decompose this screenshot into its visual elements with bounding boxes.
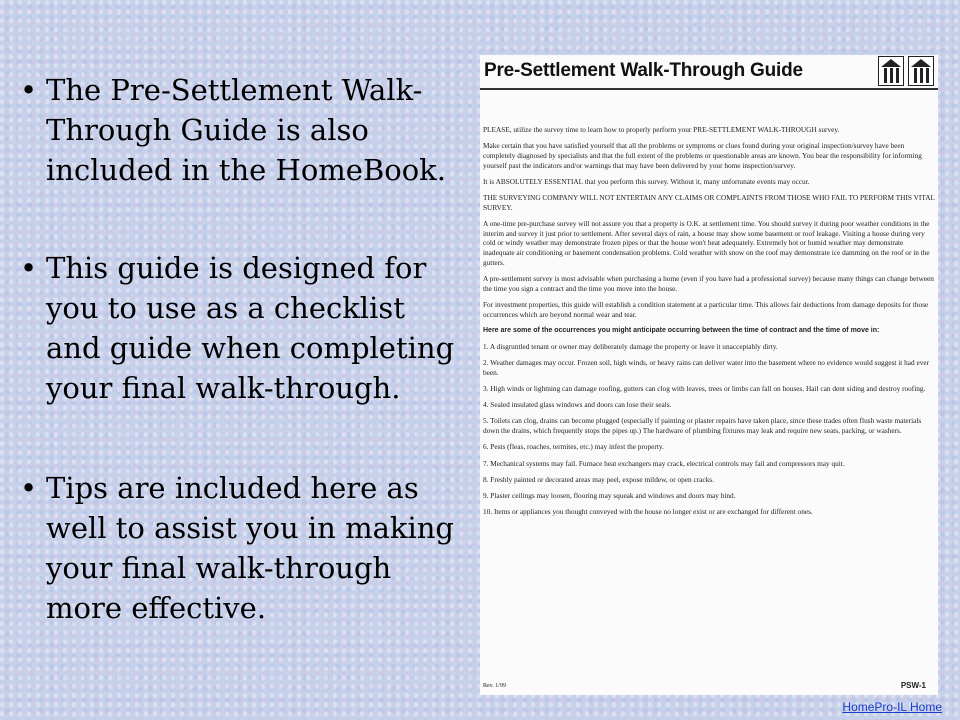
header-rule [480, 88, 938, 90]
revision-label: Rev. 1/99 [483, 683, 506, 689]
bullet-text: The Pre-Settlement Walk-Through Guide is also included in the HomeBook. [46, 73, 446, 187]
bullet-item [20, 248, 460, 408]
document-title: Pre-Settlement Walk-Through Guide [484, 60, 803, 81]
list-item: 5. Toilets can clog, drains can become plugged (especially if painting or plaster repairs have taken place, since these trades often flush waste materials down the drains, which frequently stops the pipes up.) The hardware of plumbing fixtures may leak and require new seats, packing, or washers. [483, 416, 922, 436]
list-item: 2. Weather damages may occur. Frozen soil, high winds, or heavy rains can deliver water into the basement where no evidence would suggest it had ever been. [483, 358, 930, 377]
document-paragraph: It is ABSOLUTELY ESSENTIAL that you perform this survey. Without it, many unfortunate events may occur. [483, 176, 810, 186]
guide-document-image [480, 55, 938, 695]
bullet-text: Tips are included here as well to assist you in making your final walk-through more effective. [46, 471, 454, 625]
list-item: 10. Items or appliances you thought conveyed with the house no longer exist or are exchanged for different ones. [483, 507, 813, 517]
building-icon [908, 56, 934, 86]
document-paragraph: For investment properties, this guide will establish a condition statement at a particular time. This allows fair deductions from damage deposits for those occurrences which are beyond normal wear and tear. [483, 299, 929, 319]
bullet-marker: • [20, 251, 38, 285]
list-item: 1. A disgruntled tenant or owner may deliberately damage the property or leave it unacceptably dirty. [483, 341, 778, 351]
document-paragraph: A one-time pre-purchase survey will not assure you that a property is O.K. at settlement time. You should survey it during poor weather conditions in the interim and survey it just prior to settlement. After several days of rain, a house may show some basement or roof leakage. Visiting a house during very cold or windy weather may demonstrate frozen pipes or that the house won't heat adequately. Extremely hot or humid weather may demonstrate inadequate air conditioning or basement condensation problems. Cold weather with snow on the roof may demonstrate ice damming on the roof or in the gutters. [483, 218, 930, 267]
list-item: 9. Plaster ceilings may loosen, flooring may squeak and windows and doors may bind. [483, 490, 736, 500]
bullet-list [20, 70, 460, 628]
bullet-marker: • [20, 471, 38, 505]
document-paragraph: PLEASE, utilize the survey time to learn how to properly perform your PRE-SETTLEMENT WALK-THROUGH survey. [483, 125, 840, 134]
home-link[interactable]: HomePro-IL Home [842, 700, 942, 714]
list-item: 6. Pests (fleas, roaches, termites, etc.) may infest the property. [483, 442, 664, 452]
bullet-text: This guide is designed for you to use as a checklist and guide when completing your final walk-through. [46, 251, 455, 405]
bullet-marker: • [20, 73, 38, 107]
form-number: PSW-1 [900, 681, 926, 690]
document-paragraph: Make certain that you have satisfied yourself that all the problems or symptoms or clues found during your original inspection/survey have been completely diagnosed by specialists and that the full extent of the problems or questionable areas are known. You bear the responsibility for informing yourself past the indicators and/or warnings that may have been delivered by your home inspection/survey. [483, 141, 922, 170]
list-item: 3. High winds or lightning can damage roofing, gutters can clog with leaves, trees or limbs can fall on houses. Hail can dent siding and destroy roofing. [483, 384, 926, 394]
document-header [480, 55, 938, 89]
building-icon [878, 56, 904, 86]
list-item: 4. Sealed insulated glass windows and doors can lose their seals. [483, 400, 672, 410]
document-paragraph: A pre-settlement survey is most advisable when purchasing a home (even if you have had a professional survey) because many things can change between the time you sign a contract and the time you move into the house. [483, 273, 934, 293]
list-item: 7. Mechanical systems may fail. Furnace heat exchangers may crack, electrical controls may fail and compressors may quit. [483, 458, 845, 468]
document-body [483, 125, 935, 523]
list-heading: Here are some of the occurrences you might anticipate occurring between the time of contract and the time of move in: [483, 326, 880, 334]
list-item: 8. Freshly painted or decorated areas may peel, expose mildew, or open cracks. [483, 474, 714, 484]
document-paragraph: THE SURVEYING COMPANY WILL NOT ENTERTAIN ANY CLAIMS OR COMPLAINTS FROM THOSE WHO FAIL TO PERFORM THIS VITAL SURVEY. [483, 193, 935, 212]
bullet-item [20, 70, 460, 190]
bullet-item [20, 468, 460, 628]
